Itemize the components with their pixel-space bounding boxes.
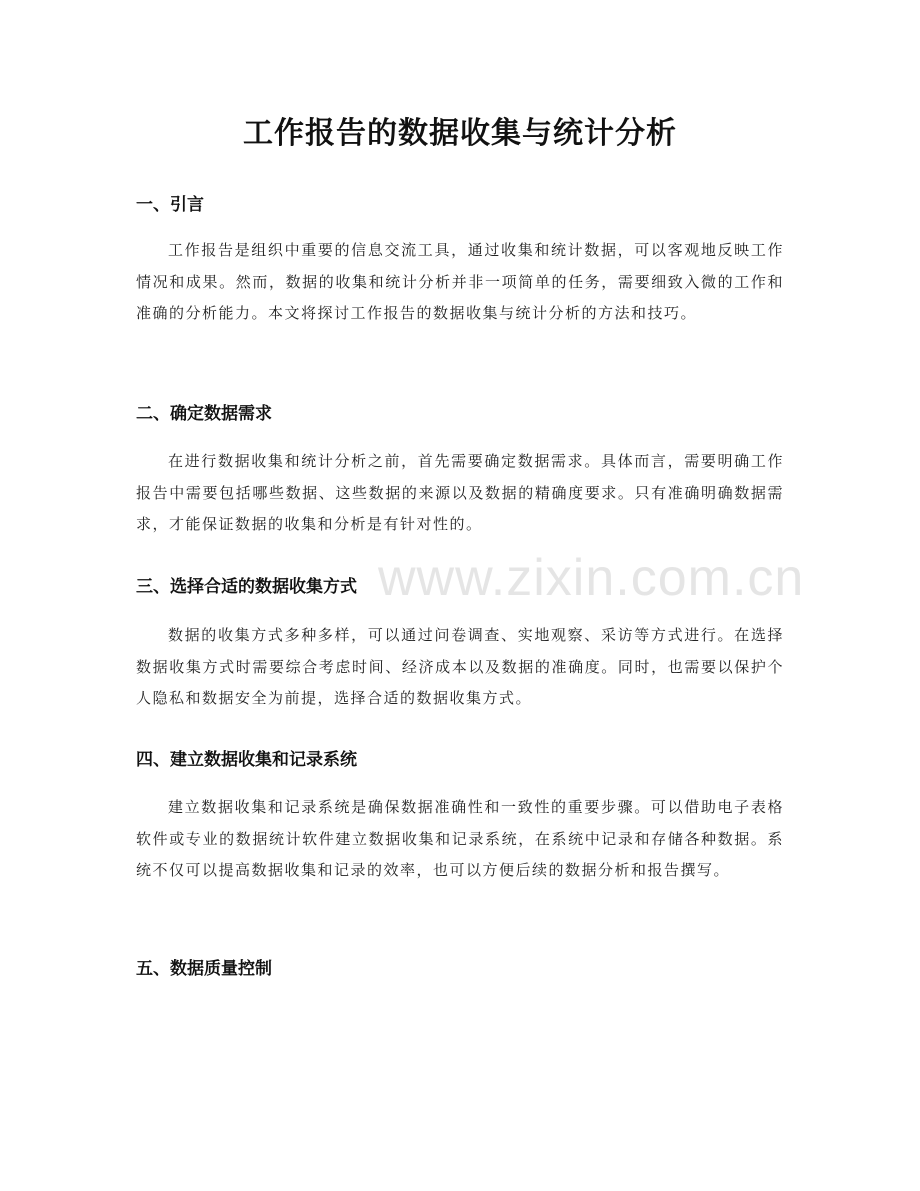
section-heading-quality-control: 五、数据质量控制 xyxy=(136,959,272,979)
section-heading-collection-methods: 三、选择合适的数据收集方式 xyxy=(136,577,357,597)
section-heading-introduction: 一、引言 xyxy=(136,195,204,215)
section-heading-recording-system: 四、建立数据收集和记录系统 xyxy=(136,750,357,770)
document-title: 工作报告的数据收集与统计分析 xyxy=(243,116,677,151)
section-paragraph-introduction: 工作报告是组织中重要的信息交流工具，通过收集和统计数据，可以客观地反映工作情况和成果。然而，数据的收集和统计分析并非一项简单的任务，需要细致入微的工作和准确的分析能力。本文将探讨工作报告的数据收集与统计分析的方法和技巧。 xyxy=(136,241,784,322)
watermark-text: www.zixin.com.cn xyxy=(378,549,805,607)
section-paragraph-data-requirements: 在进行数据收集和统计分析之前，首先需要确定数据需求。具体而言，需要明确工作报告中需要包括哪些数据、这些数据的来源以及数据的精确度要求。只有准确明确数据需求，才能保证数据的收集和分析是有针对性的。 xyxy=(136,452,784,533)
section-paragraph-recording-system: 建立数据收集和记录系统是确保数据准确性和一致性的重要步骤。可以借助电子表格软件或专业的数据统计软件建立数据收集和记录系统，在系统中记录和存储各种数据。系统不仅可以提高数据收集和记录的效率，也可以方便后续的数据分析和报告撰写。 xyxy=(136,798,784,879)
section-heading-data-requirements: 二、确定数据需求 xyxy=(136,404,272,424)
section-paragraph-collection-methods: 数据的收集方式多种多样，可以通过问卷调查、实地观察、采访等方式进行。在选择数据收集方式时需要综合考虑时间、经济成本以及数据的准确度。同时，也需要以保护个人隐私和数据安全为前提，选择合适的数据收集方式。 xyxy=(136,626,784,707)
